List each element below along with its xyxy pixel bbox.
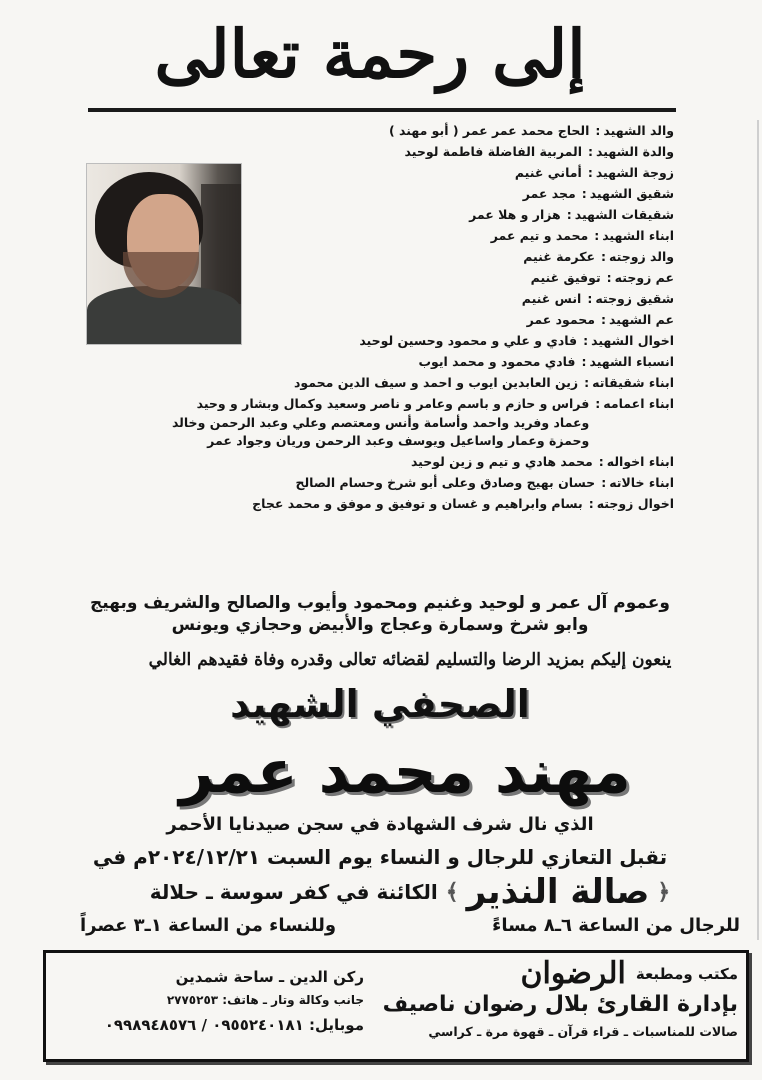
family-label: ابناء خالاته [609, 475, 674, 491]
family-label: ابناء اخواله [606, 454, 674, 470]
printer-mobile: موبايل: ٠٩٥٥٢٤٠١٨١ / ٠٩٩٨٩٤٨٥٧٦ [104, 1016, 364, 1034]
family-row [14, 269, 674, 288]
printer-address: ركن الدين ـ ساحة شمدين [175, 968, 364, 986]
separator: : [594, 227, 600, 243]
family-value: هزار و هلا عمر [469, 206, 561, 222]
family-row [14, 227, 674, 246]
family-label: والد الشهيد [603, 123, 674, 138]
family-value: المربية الفاضلة فاطمة لوحيد [404, 143, 583, 159]
visiting-hours [80, 912, 740, 940]
family-value: مجد عمر [522, 185, 576, 201]
printer-ad-box [43, 950, 749, 1062]
page-edge [757, 120, 759, 940]
family-value: زين العابدين ايوب و احمد و سيف الدين محمود [293, 374, 579, 390]
family-value: فراس و حازم و باسم وعامر و ناصر وسعيد وكمال وبشار و وحيد وعماد وفريد واحمد وأسامة وأنس ومعتصم وعلي وعبد الرحمن وخالد وحمزة وعمار واساعيل ويوسف وعبد الرحمن وريان وجواد عمر [171, 395, 590, 449]
family-row [14, 374, 674, 393]
women-hours: وللنساء من الساعة ١ـ٣ عصراً [80, 915, 337, 936]
men-hours: للرجال من الساعة ٦ـ٨ مساءً [492, 915, 740, 936]
extended-families [60, 592, 700, 636]
family-value: محمود عمر [526, 311, 596, 327]
family-label: ابناء اعمامه [603, 395, 674, 411]
printer-services: صالات للمناسبات ـ قراء قرآن ـ قهوة مرة ـ كراسي [428, 1024, 738, 1039]
family-label: انسباء الشهيد [589, 353, 674, 369]
family-value: فادي محمود و محمد ايوب [418, 353, 576, 369]
separator: : [581, 185, 587, 201]
deceased-title: الصحفي الشهيد [230, 682, 530, 726]
family-value: توفيق غنيم [530, 269, 601, 285]
family-label: والد زوجته [609, 248, 674, 264]
family-label: عم الشهيد [609, 311, 674, 327]
family-row [14, 453, 674, 472]
family-row [14, 353, 674, 372]
family-label: والدة الشهيد [596, 143, 674, 159]
family-label: ابناء شقيقاته [592, 374, 674, 390]
separator: : [566, 206, 572, 222]
separator: : [583, 332, 589, 348]
title-divider [88, 108, 676, 112]
venue-name: صالة النذير [466, 872, 650, 912]
family-row [14, 290, 674, 309]
printer-brand-line [358, 956, 738, 991]
deceased-name: مهند محمد عمر [179, 737, 631, 807]
family-value: أماني غنيم [514, 164, 582, 180]
separator: : [595, 395, 601, 411]
separator: : [587, 164, 593, 180]
family-row [14, 206, 674, 225]
family-label: اخوال الشهيد [591, 332, 674, 348]
separator: : [595, 123, 601, 138]
ornament-bracket-icon: ﴿ [657, 879, 671, 905]
family-value: الحاج محمد عمر عمر ( أبو مهند ) [388, 123, 590, 138]
family-row [14, 164, 674, 183]
family-label: شقيق زوجته [595, 290, 674, 306]
printer-phone: جانب وكالة وتار ـ هاتف: ٢٧٧٥٢٥٣ [166, 993, 364, 1007]
families-line: وعموم آل عمر و لوحيد وغنيم ومحمود وأيوب والصالح والشريف وبهيج [90, 593, 670, 613]
family-label: اخوال زوجته [596, 496, 674, 512]
printer-prefix: مكتب ومطبعة [635, 965, 738, 983]
printer-brand: الرضوان [520, 956, 626, 991]
family-row [14, 185, 674, 204]
condolence-date: تقبل التعازي للرجال و النساء يوم السبت ٢٠٢٤/١٢/٢١م في [92, 845, 668, 869]
family-row [14, 495, 674, 514]
family-row [14, 311, 674, 330]
family-value: عكرمة غنيم [523, 248, 596, 264]
family-label: شقيق الشهيد [589, 185, 674, 201]
separator: : [587, 290, 593, 306]
family-label: عم زوجته [614, 269, 674, 285]
family-row [14, 395, 674, 451]
family-row [14, 122, 674, 141]
family-label: شقيقات الشهيد [574, 206, 674, 222]
separator: : [601, 475, 607, 491]
family-row [14, 332, 674, 351]
family-value: انس غنيم [521, 290, 582, 306]
family-list [14, 122, 674, 516]
separator: : [601, 311, 607, 327]
venue-location: الكائنة في كفر سوسة ـ حلالة [149, 880, 438, 904]
family-row [14, 143, 674, 162]
family-row [14, 248, 674, 267]
family-value: محمد هادي و تيم و زين لوحيد [410, 454, 593, 470]
separator: : [601, 248, 607, 264]
separator: : [598, 454, 604, 470]
announcement: ينعون إليكم بمزيد الرضا والتسليم لقضائه تعالى وقدره وفاة فقيدهم الغالي [148, 650, 672, 670]
separator: : [581, 353, 587, 369]
printer-info [358, 956, 738, 1043]
family-value: حسان بهيج وصادق وعلى أبو شرخ وحسام الصالح [295, 475, 596, 491]
separator: : [588, 143, 594, 159]
separator: : [584, 374, 590, 390]
separator: : [588, 496, 594, 512]
venue-line [90, 870, 730, 914]
printer-management: بإدارة القارئ بلال رضوان ناصيف [382, 992, 738, 1017]
families-line: وابو شرخ وسمارة وعجاج والأبيض وحجازي ويونس [171, 615, 589, 635]
header-title: إلى رحمة تعالى [154, 15, 586, 93]
family-value: فادي و علي و محمود وحسين لوحيد [359, 332, 578, 348]
family-row [14, 474, 674, 493]
family-value: بسام وابراهيم و غسان و توفيق و موفق و محمد عجاج [252, 496, 583, 512]
martyrdom-note: الذي نال شرف الشهادة في سجن صيدنايا الأحمر [166, 814, 594, 835]
separator: : [606, 269, 612, 285]
printer-contact [64, 965, 364, 1039]
family-value: محمد و تيم عمر [490, 227, 589, 243]
family-label: زوجة الشهيد [595, 164, 674, 180]
family-label: ابناء الشهيد [602, 227, 674, 243]
ornament-bracket-icon: ﴾ [445, 879, 459, 905]
